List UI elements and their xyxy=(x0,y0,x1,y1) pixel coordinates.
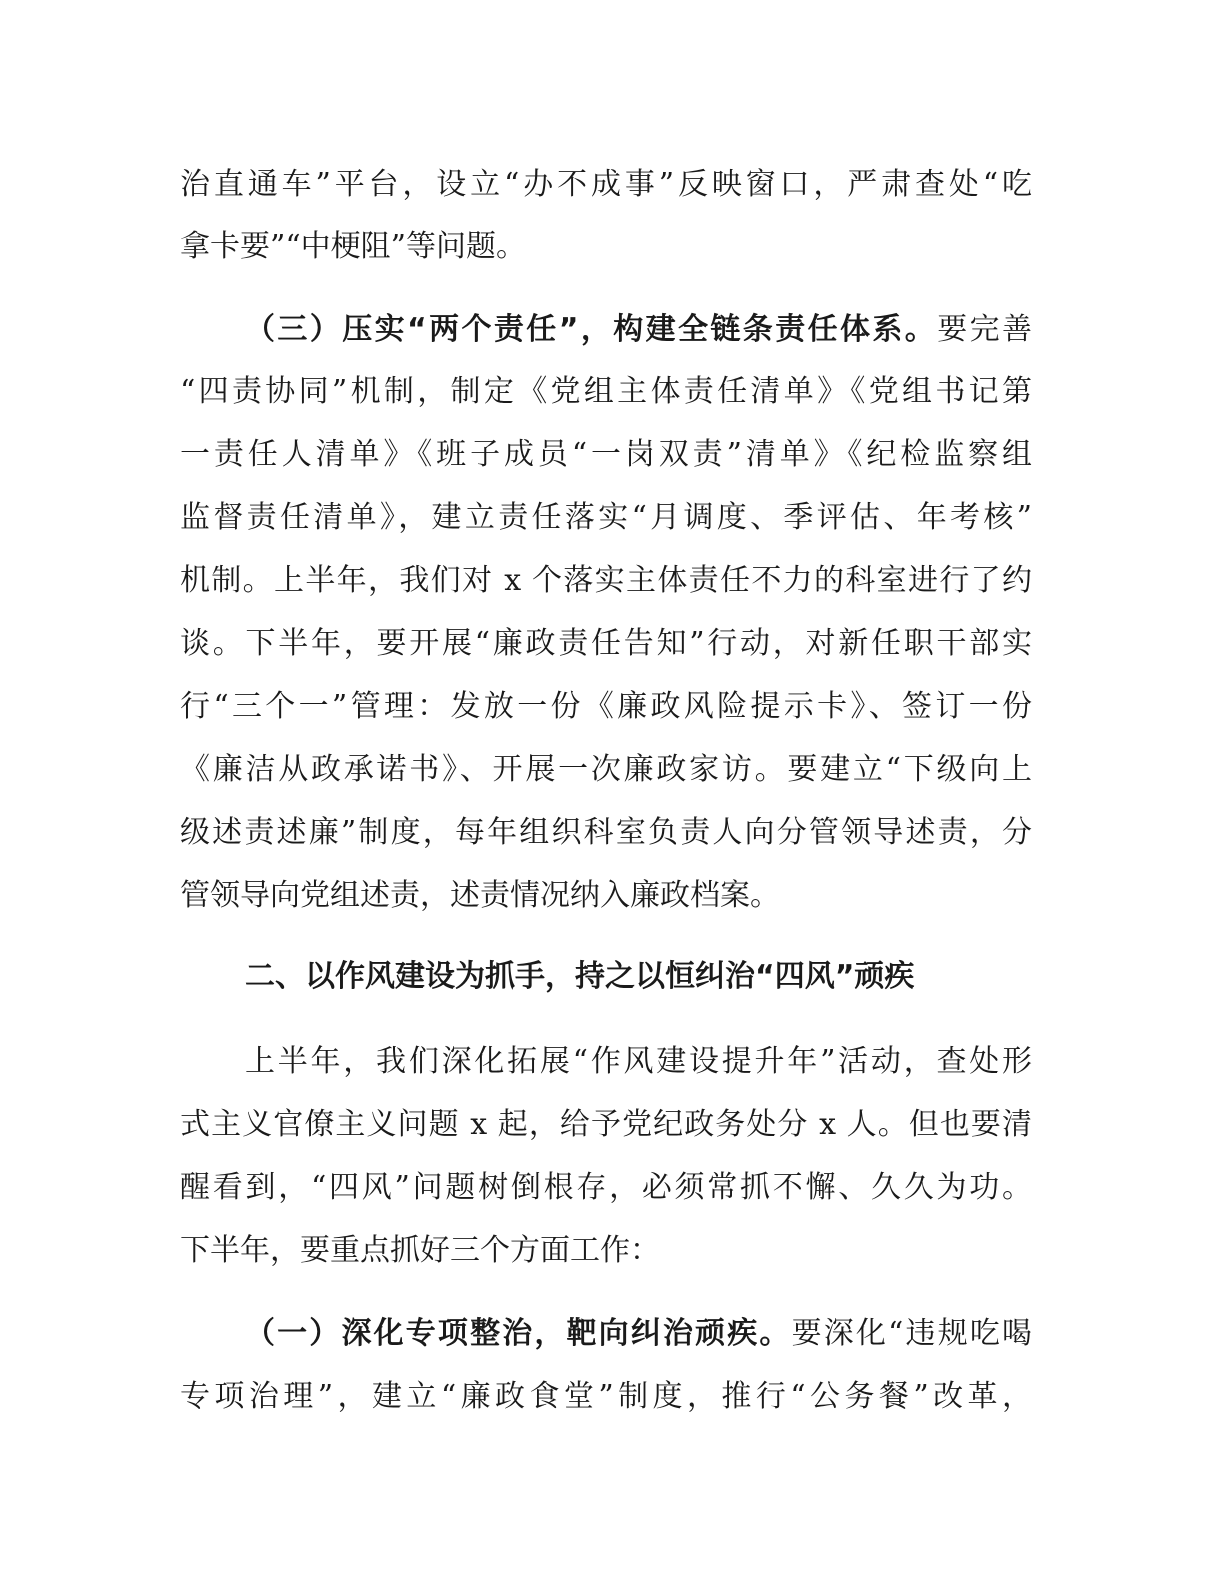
paragraph-line: “四责协同”机制，制定《党组主体责任清单》《党组书记第 xyxy=(180,374,1032,409)
subheading-bold: （三）压实“两个责任”，构建全链条责任体系。 xyxy=(245,312,938,347)
subheading-line xyxy=(245,1312,1032,1356)
paragraph-line: 行“三个一”管理：发放一份《廉政风险提示卡》、签订一份 xyxy=(180,689,1032,724)
paragraph-line: 专项治理”，建立“廉政食堂”制度，推行“公务餐”改革， xyxy=(180,1379,1032,1414)
paragraph-line: 监督责任清单》，建立责任落实“月调度、季评估、年考核” xyxy=(180,500,1032,535)
paragraph-line: 级述责述廉”制度，每年组织科室负责人向分管领导述责，分 xyxy=(180,815,1032,850)
paragraph-line: 谈。下半年，要开展“廉政责任告知”行动，对新任职干部实 xyxy=(180,626,1032,661)
paragraph-line: 上半年，我们深化拓展“作风建设提升年”活动，查处形 xyxy=(245,1044,1032,1079)
section-heading: 二、以作风建设为抓手，持之以恒纠治“四风”顽疾 xyxy=(245,959,915,994)
paragraph-line: 管领导向党组述责，述责情况纳入廉政档案。 xyxy=(180,878,780,913)
subheading-line xyxy=(245,308,1032,352)
paragraph-line: 拿卡要”“中梗阻”等问题。 xyxy=(180,229,527,264)
paragraph-line: 《廉洁从政承诺书》、开展一次廉政家访。要建立“下级向上 xyxy=(180,752,1032,787)
paragraph-line: 下半年，要重点抓好三个方面工作： xyxy=(180,1233,660,1268)
paragraph-line: 机制。上半年，我们对 x 个落实主体责任不力的科室进行了约 xyxy=(180,563,1032,598)
subheading-bold: （一）深化专项整治，靶向纠治顽疾。 xyxy=(245,1316,792,1351)
paragraph-line: 治直通车”平台，设立“办不成事”反映窗口，严肃查处“吃 xyxy=(180,167,1032,202)
subheading-rest: 要深化“违规吃喝 xyxy=(791,1316,1032,1351)
paragraph-line: 式主义官僚主义问题 x 起，给予党纪政务处分 x 人。但也要清 xyxy=(180,1107,1032,1142)
paragraph-line: 醒看到，“四风”问题树倒根存，必须常抓不懈、久久为功。 xyxy=(180,1170,1032,1205)
paragraph-line: 一责任人清单》《班子成员“一岗双责”清单》《纪检监察组 xyxy=(180,437,1032,472)
subheading-rest: 要完善 xyxy=(937,312,1032,347)
